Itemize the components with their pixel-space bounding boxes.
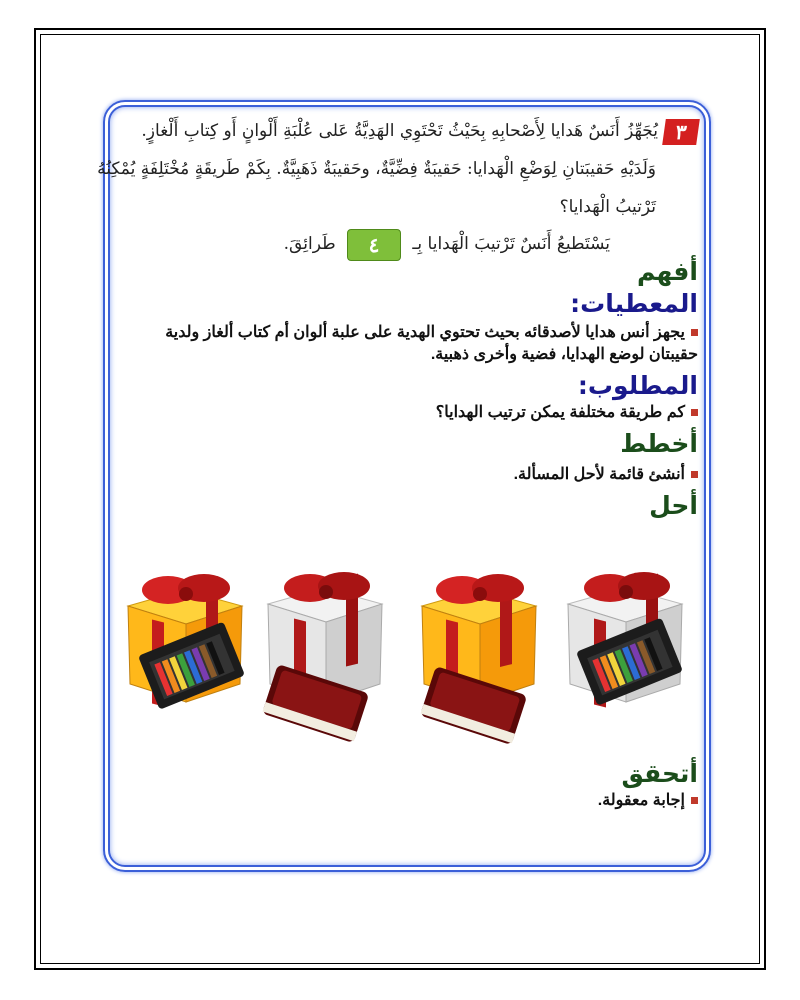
problem-text-1: يُجَهِّزُ أَنَسٌ هَدايا لِأَصْحابِهِ بِحَيْثُ تَحْتَوِي الهَدِيَّةُ عَلى عُلْبَةِ أَلْوانٍ أَو كِتابِ أَلْغازٍ. xyxy=(141,121,658,141)
problem-number-badge: ٣ xyxy=(662,119,700,145)
givens-text: يجهز أنس هدايا لأصدقائه بحيث تحتوي الهدية على علبة ألوان أم كتاب ألغاز ولدية حقيبتان لوضع الهدايا، فضية وأخرى ذهبية. xyxy=(165,324,698,363)
worksheet-content xyxy=(97,112,698,522)
plan-text: أنشئ قائمة لأحل المسألة. xyxy=(513,466,685,483)
gift-illustration-svg xyxy=(118,568,698,748)
solve-heading: أحل xyxy=(649,491,698,520)
check-heading: أتحقق xyxy=(621,759,698,788)
check-text: إجابة معقولة. xyxy=(597,792,685,809)
answer-prefix: يَسْتَطيعُ أَنَسٌ تَرْتيبَ الْهَدايا بِـ xyxy=(412,234,610,254)
problem-line-2: وَلَدَيْهِ حَقيبَتانِ لِوَضْعِ الْهَدايا: حَقيبَةٌ فِضِّيَّةٌ، وحَقيبَةٌ ذَهَبِيَّةٌ. بِكَمْ طَريقَةٍ مُخْتَلِفَةٍ يُمْكِنُهُ xyxy=(97,159,656,179)
plan-heading: أخطط xyxy=(620,429,698,458)
bullet-icon xyxy=(691,797,698,804)
required-heading: المطلوب: xyxy=(577,371,698,400)
gift-arrangements xyxy=(118,568,698,748)
problem-line-1 xyxy=(118,112,698,150)
givens-heading: المعطيات: xyxy=(570,289,698,318)
check-paragraph xyxy=(118,790,698,812)
required-text: كم طريقة مختلفة يمكن ترتيب الهدايا؟ xyxy=(435,404,685,421)
plan-paragraph xyxy=(118,464,698,486)
answer-value-box: ٤ xyxy=(347,229,401,261)
understand-heading: أفهم xyxy=(636,257,698,286)
bullet-icon xyxy=(691,409,698,416)
bullet-icon xyxy=(691,329,698,336)
required-paragraph xyxy=(118,402,698,424)
givens-paragraph xyxy=(118,322,698,366)
check-section xyxy=(118,758,698,816)
answer-suffix: طَرائِقَ. xyxy=(283,234,336,254)
answer-sentence xyxy=(118,224,698,264)
bullet-icon xyxy=(691,471,698,478)
problem-line-3: تَرْتيبُ الْهَدايا؟ xyxy=(559,197,656,217)
problem-statement xyxy=(97,112,698,224)
